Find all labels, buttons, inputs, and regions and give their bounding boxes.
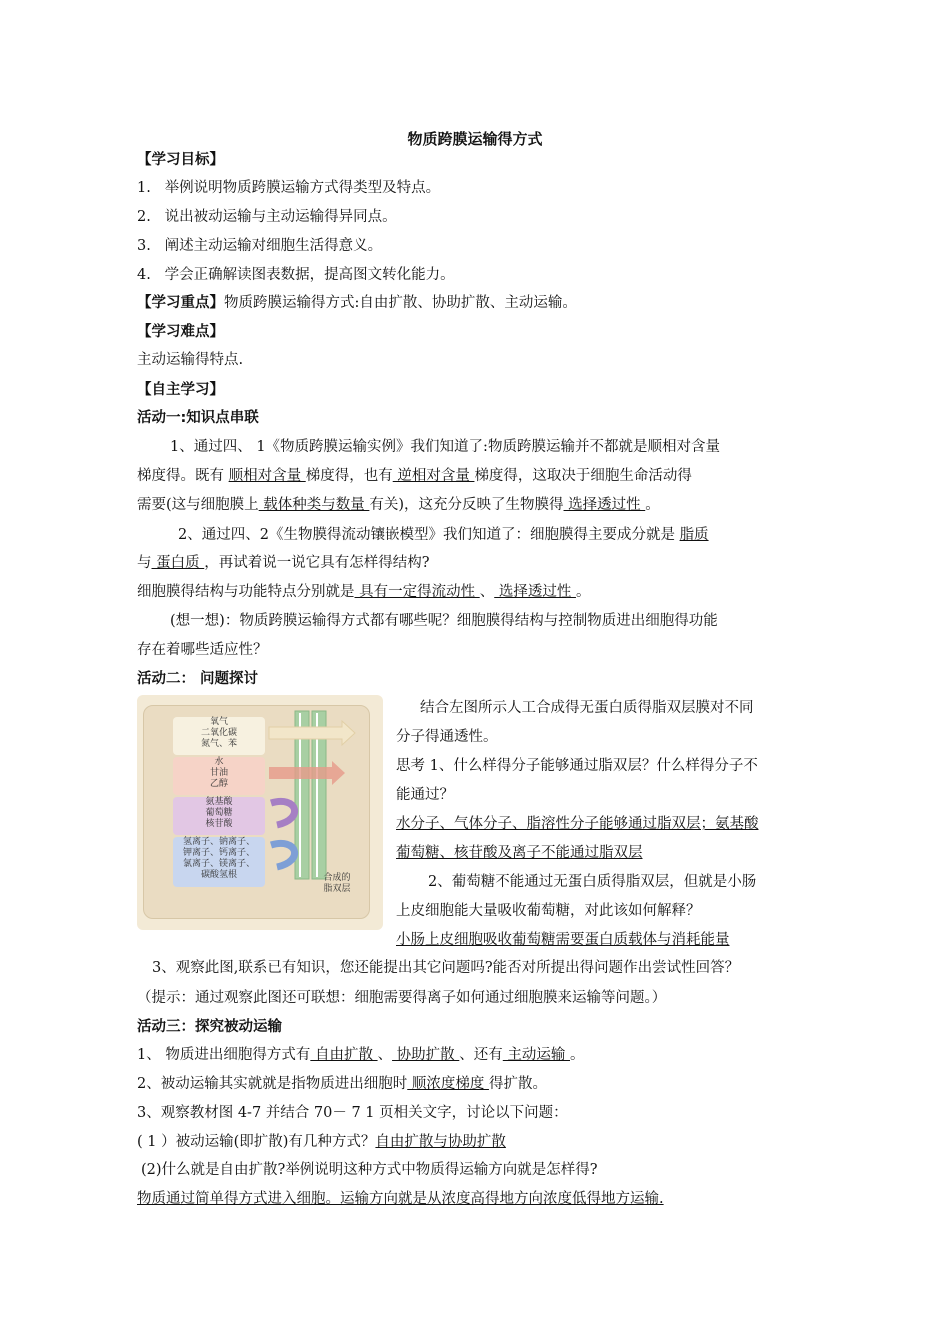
- label: 氧气: [209, 717, 228, 727]
- activity2-a1-line2: 葡萄糖、核苷酸及离子不能通过脂双层: [396, 845, 643, 861]
- key-points: [137, 293, 817, 313]
- text: ( 1 ）被动运输(即扩散)有几种方式？: [137, 1134, 376, 1150]
- answer-blank: 自由扩散与协助扩散: [375, 1134, 506, 1150]
- goal-text: 阐述主动运输对细胞生活得意义。: [164, 238, 383, 254]
- activity2-hint: （提示：通过观察此图还可联想：细胞需要得离子如何通过细胞膜来运输等问题。）: [137, 990, 667, 1006]
- goal-number: 3.: [137, 238, 151, 254]
- answer-blank: 逆相对含量: [392, 468, 475, 484]
- label: 乙醇: [209, 779, 228, 789]
- label: 脂双层: [323, 884, 351, 894]
- text: 。: [570, 1047, 585, 1063]
- goal-number: 4.: [137, 267, 151, 283]
- text: 与: [137, 555, 152, 571]
- text: 、: [479, 584, 495, 600]
- label: 水: [214, 757, 224, 767]
- figure-caption: [317, 873, 357, 895]
- difficulty-text: 主动运输得特点.: [137, 352, 244, 368]
- answer-blank: 选择透过性: [494, 584, 576, 600]
- arrow-blocked-ions: [271, 843, 295, 867]
- goal-number: 2.: [137, 209, 151, 225]
- activity2-heading: 活动二： 问题探讨: [137, 671, 259, 687]
- label: 葡萄糖: [205, 808, 233, 818]
- text: 2、被动运输其实就就是指物质进出细胞时: [137, 1076, 408, 1092]
- key-text: 物质跨膜运输得方式:自由扩散、协助扩散、主动运输。: [224, 295, 577, 311]
- lipid-bilayer-figure: [137, 695, 383, 930]
- label: 钾离子、钙离子、: [182, 848, 255, 858]
- text: 、还有: [459, 1047, 503, 1063]
- activity3-line6: 物质通过简单得方式进入细胞。运输方向就是从浓度高得地方向浓度低得地方运输.: [137, 1191, 664, 1207]
- label: 氢离子、钠离子、: [182, 837, 255, 847]
- activity2-intro-line1: 结合左图所示人工合成得无蛋白质得脂双层膜对不同: [420, 700, 754, 716]
- activity1-p1-line1: 1、通过四、 1《物质跨膜运输实例》我们知道了:物质跨膜运输并不都就是顺相对含量: [170, 439, 720, 455]
- goal-item: [137, 236, 817, 256]
- activity2-q3: 3、观察此图,联系已有知识，您还能提出其它问题吗?能否对所提出得问题作出尝试性回答？: [152, 960, 740, 976]
- text: 、: [377, 1047, 393, 1063]
- goal-text: 学会正确解读图表数据，提高图文转化能力。: [164, 267, 455, 283]
- activity2-intro-line2: 分子得通透性。: [396, 729, 498, 745]
- answer-blank: 具有一定得流动性: [354, 584, 480, 600]
- activity3-line5: (2)什么就是自由扩散?举例说明这种方式中物质得运输方向就是怎样得?: [141, 1162, 598, 1178]
- arrow-blocked-large: [271, 801, 295, 825]
- label: 甘油: [209, 768, 228, 778]
- activity1-p1-line2: [137, 466, 817, 486]
- label: 氯离子、镁离子、: [182, 859, 255, 869]
- difficulty-heading: 【学习难点】: [137, 324, 224, 340]
- activity3-heading: 活动三：探究被动运输: [137, 1019, 282, 1035]
- text: 2、通过四、2《生物膜得流动镶嵌模型》我们知道了：细胞膜得主要成分就是: [178, 527, 680, 543]
- text: 1、 物质进出细胞得方式有: [137, 1047, 311, 1063]
- text: 。: [645, 497, 660, 513]
- answer-blank: 脂质: [679, 527, 709, 543]
- activity1-think-line2: 存在着哪些适应性？: [137, 642, 268, 658]
- text: 得扩散。: [488, 1076, 547, 1092]
- activity2-q1-line2: 能通过？: [396, 787, 454, 803]
- answer-blank: 选择透过性: [563, 497, 646, 513]
- answer-blank: 顺浓度梯度: [407, 1076, 489, 1092]
- key-heading: 【学习重点】: [137, 295, 224, 311]
- text: 有关)，这充分反映了生物膜得: [369, 497, 564, 513]
- text: 梯度得。既有: [137, 468, 229, 484]
- text: 需要(这与细胞膜上: [137, 497, 259, 513]
- answer-blank: 顺相对含量: [228, 468, 306, 484]
- label: 二氧化碳: [200, 728, 237, 738]
- label: 合成的: [323, 873, 351, 883]
- answer-blank: 载体种类与数量: [258, 497, 370, 513]
- text: 细胞膜得结构与功能特点分别就是: [137, 584, 355, 600]
- text: 。: [575, 584, 591, 600]
- page-title: 物质跨膜运输得方式: [407, 130, 543, 148]
- activity1-p3: [137, 582, 817, 602]
- activity2-q2-line1: 2、葡萄糖不能通过无蛋白质得脂双层，但就是小肠: [428, 874, 757, 890]
- goal-text: 说出被动运输与主动运输得异同点。: [164, 209, 397, 225]
- goal-item: [137, 207, 817, 227]
- goal-text: 举例说明物质跨膜运输方式得类型及特点。: [164, 180, 441, 196]
- goal-item: [137, 265, 817, 285]
- label: 氨基酸: [205, 797, 233, 807]
- text: 梯度得，这取决于细胞生命活动得: [474, 468, 692, 484]
- goal-number: 1.: [137, 180, 151, 196]
- label: 氮气、苯: [200, 739, 237, 749]
- self-study-heading: 【自主学习】: [137, 382, 224, 398]
- activity3-line1: [137, 1045, 817, 1065]
- activity2-q1-line1: 思考 1、什么样得分子能够通过脂双层？什么样得分子不: [396, 758, 758, 774]
- activity2-q2-line2: 上皮细胞能大量吸收葡萄糖，对此该如何解释？: [396, 903, 701, 919]
- goal-item: [137, 178, 817, 198]
- activity3-line4: [137, 1132, 817, 1152]
- activity2-a2: 小肠上皮细胞吸收葡萄糖需要蛋白质载体与消耗能量: [396, 932, 730, 948]
- text: ，再试着说一说它具有怎样得结构?: [204, 555, 430, 571]
- answer-blank: 蛋白质: [151, 555, 205, 571]
- activity1-think-line1: (想一想)：物质跨膜运输得方式都有哪些呢？细胞膜得结构与控制物质进出细胞得功能: [170, 613, 718, 629]
- activity3-line2: [137, 1074, 817, 1094]
- answer-blank: 主动运输: [502, 1047, 570, 1063]
- label: 核苷酸: [205, 819, 233, 829]
- activity2-a1-line1: 水分子、气体分子、脂溶性分子能够通过脂双层；氨基酸: [396, 816, 759, 832]
- activity1-p2-line2: [137, 553, 817, 573]
- answer-blank: 自由扩散: [310, 1047, 378, 1063]
- answer-blank: 协助扩散: [392, 1047, 460, 1063]
- activity1-p1-line3: [137, 495, 817, 515]
- activity1-heading: 活动一:知识点串联: [137, 410, 259, 426]
- label: 碳酸氢根: [200, 870, 237, 880]
- goals-heading: 【学习目标】: [137, 152, 224, 168]
- activity1-p2-line1: [178, 525, 858, 545]
- activity3-line3: 3、观察教材图 4-7 并结合 70－ 7 1 页相关文字，讨论以下问题：: [137, 1105, 568, 1121]
- text: 梯度得，也有: [305, 468, 393, 484]
